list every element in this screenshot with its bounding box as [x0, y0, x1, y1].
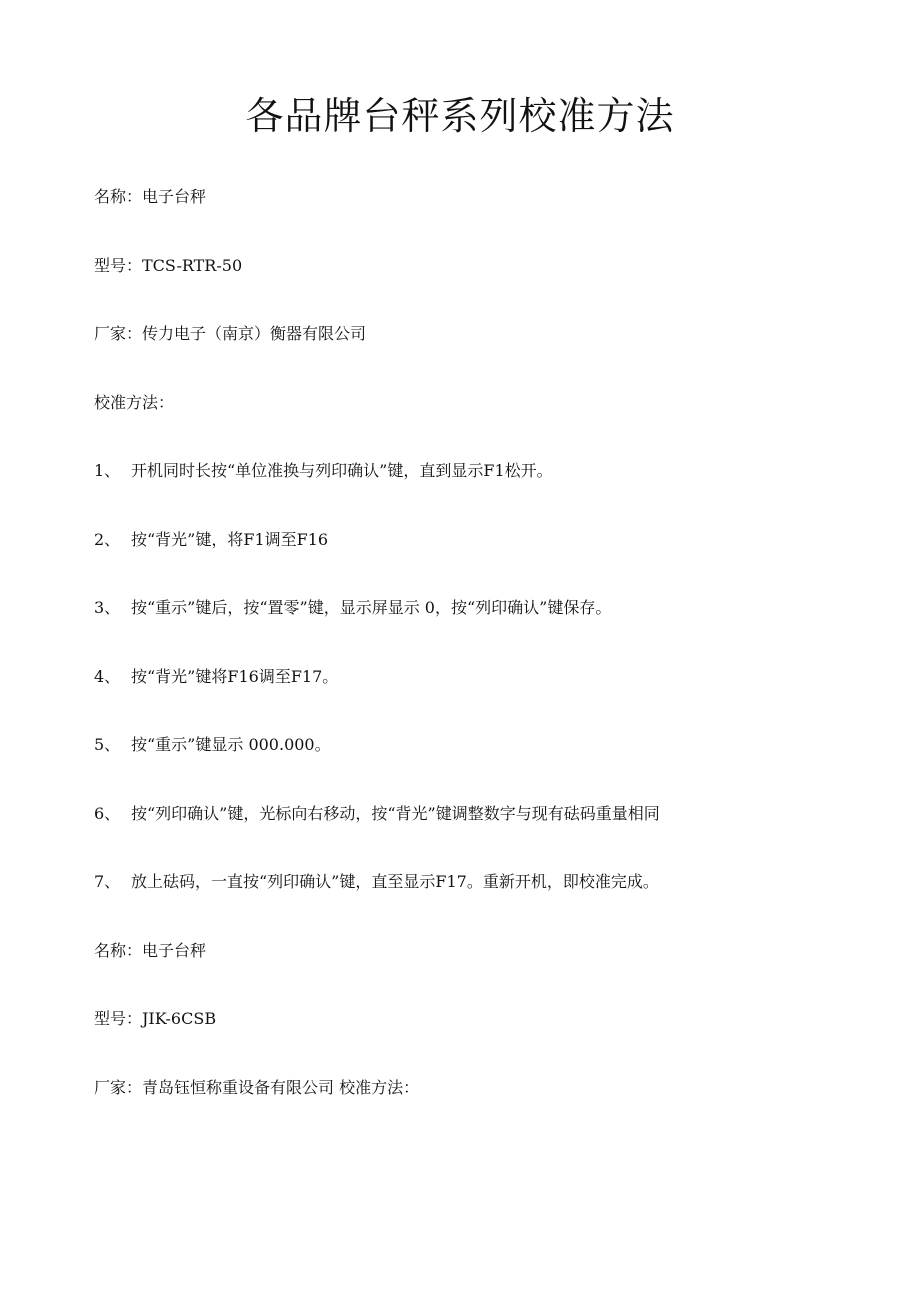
manufacturer-1: 厂家：传力电子（南京）衡器有限公司	[94, 324, 367, 343]
step-number: 3、	[94, 598, 121, 617]
step-text: 按“列印确认”键，光标向右移动，按“背光”键调整数字与现有砝码重量相同	[131, 804, 660, 823]
product-name-1: 名称：电子台秤	[94, 187, 207, 206]
step-text: 放上砝码，一直按“列印确认”键，直至显示F17。重新开机，即校准完成。	[131, 872, 659, 891]
step-item	[94, 529, 328, 551]
step-number: 5、	[94, 735, 121, 754]
step-text: 按“背光”键，将F1调至F16	[131, 530, 329, 549]
step-text: 按“重示”键显示 000.000。	[131, 735, 331, 754]
product-model-1: 型号：TCS-RTR-50	[94, 256, 243, 275]
document-title: 各品牌台秤系列校准方法	[245, 94, 675, 138]
step-text: 按“背光”键将F16调至F17。	[131, 667, 339, 686]
step-item	[94, 734, 331, 756]
step-text: 开机同时长按“单位准换与列印确认”键，直到显示F1松开。	[131, 461, 553, 480]
product-model-2: 型号：JIK-6CSB	[94, 1009, 217, 1028]
step-number: 1、	[94, 461, 121, 480]
step-text: 按“重示”键后，按“置零”键，显示屏显示 0，按“列印确认”键保存。	[131, 598, 612, 617]
step-item	[94, 871, 659, 893]
step-number: 4、	[94, 667, 121, 686]
step-number: 6、	[94, 804, 121, 823]
step-number: 7、	[94, 872, 121, 891]
step-item	[94, 803, 660, 825]
step-item	[94, 597, 611, 619]
step-number: 2、	[94, 530, 121, 549]
manufacturer-2: 厂家：青岛钰恒称重设备有限公司 校准方法：	[94, 1078, 420, 1097]
method-label-1: 校准方法：	[94, 393, 175, 412]
step-item	[94, 460, 553, 482]
step-item	[94, 666, 338, 688]
product-name-2: 名称：电子台秤	[94, 941, 207, 960]
